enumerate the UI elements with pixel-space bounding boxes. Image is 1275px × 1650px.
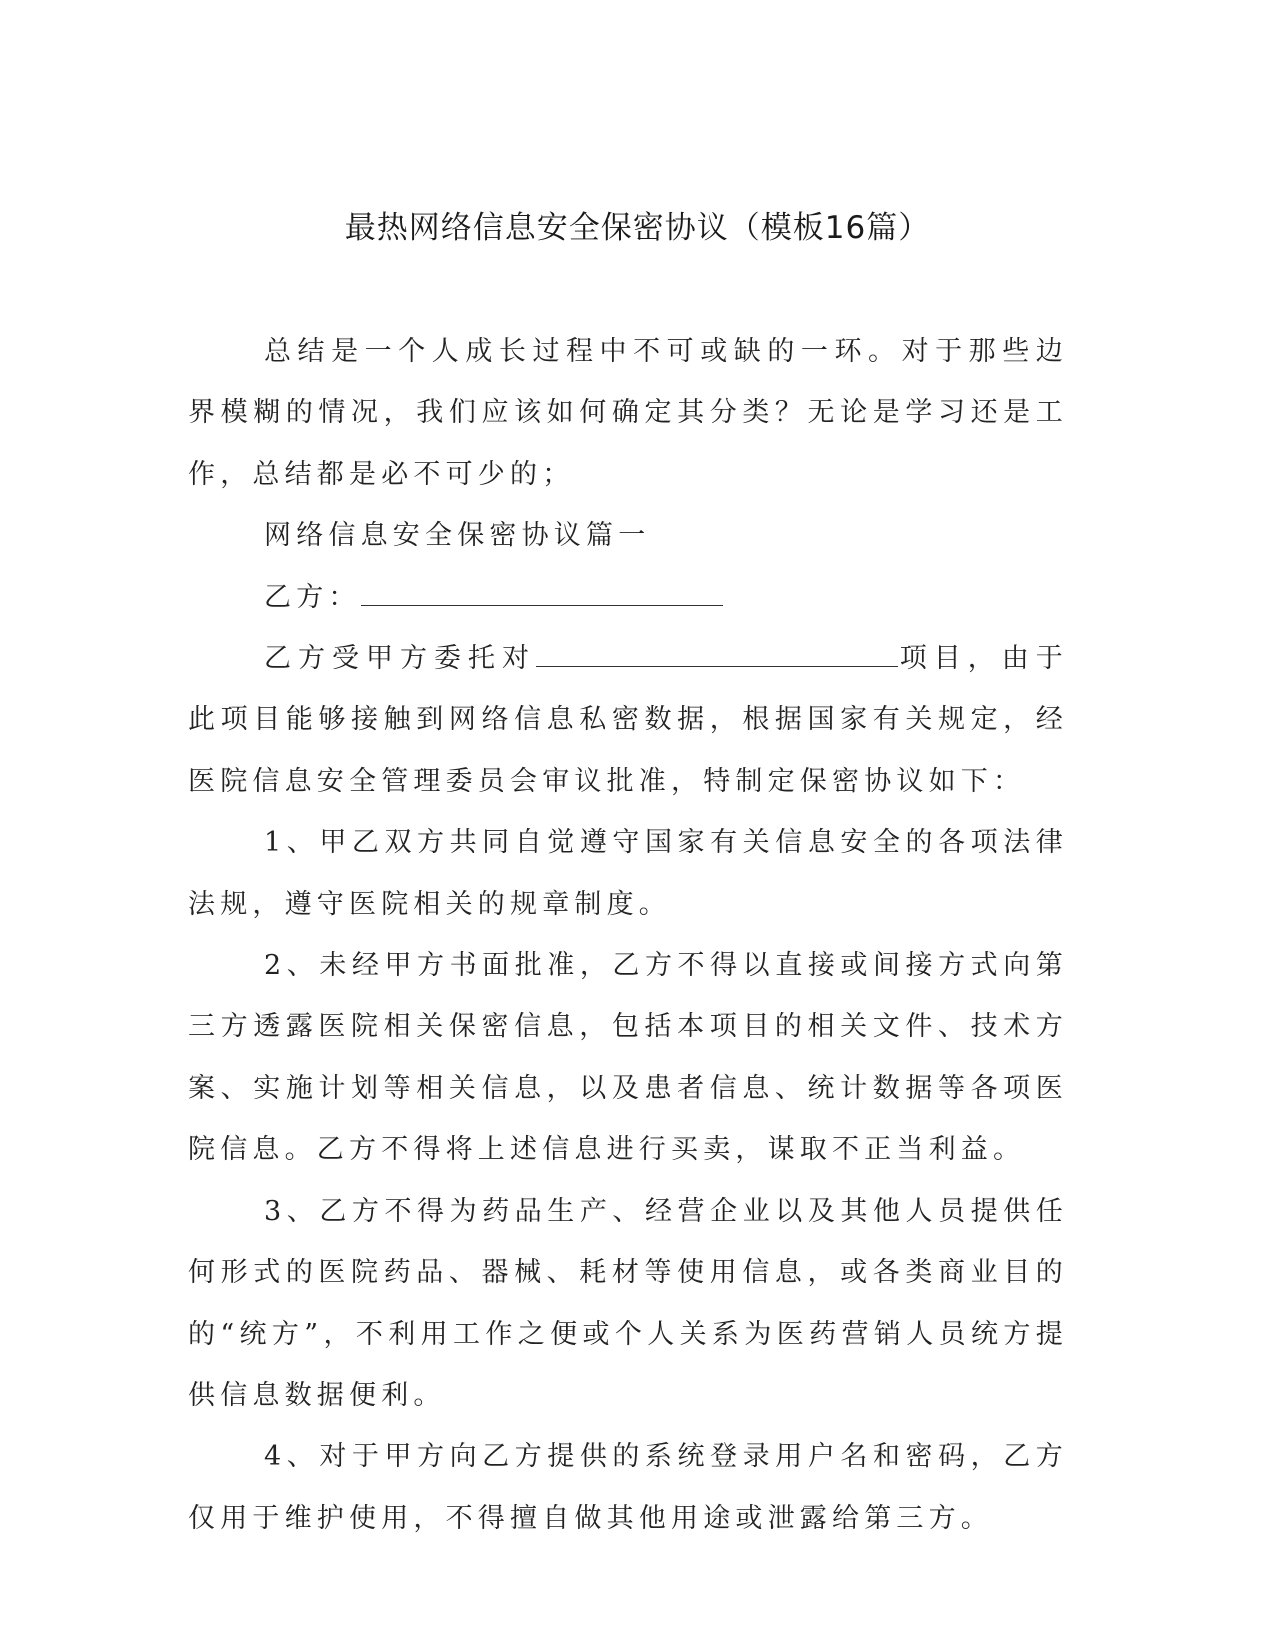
clause-4: 4、对于甲方向乙方提供的系统登录用户名和密码，乙方仅用于维护使用，不得擅自做其他用途或泄露给第三方。 (188, 1441, 1068, 1534)
party-b-line (188, 567, 1068, 628)
project-blank-line (536, 638, 898, 667)
intro-paragraph: 总结是一个人成长过程中不可或缺的一环。对于那些边界模糊的情况，我们应该如何确定其分类？无论是学习还是工作，总结都是必不可少的； (188, 336, 1068, 490)
party-b-blank-line (361, 577, 723, 606)
party-b-label: 乙方： (264, 581, 361, 613)
clause-1: 1、甲乙双方共同自觉遵守国家有关信息安全的各项法律法规，遵守医院相关的规章制度。 (188, 827, 1068, 920)
entrust-suffix: 项目，由于此项目能够接触到网络信息私密数据，根据国家有关规定，经医院信息安全管理委员会审议批准，特制定保密协议如下： (188, 643, 1068, 797)
document-title: 最热网络信息安全保密协议（模板16篇） (344, 210, 931, 246)
clause-3: 3、乙方不得为药品生产、经营企业以及其他人员提供任何形式的医院药品、器械、耗材等使用信息，或各类商业目的的“统方”，不利用工作之便或个人关系为医药营销人员统方提供信息数据便利。 (188, 1195, 1068, 1411)
clause-2: 2、未经甲方书面批准，乙方不得以直接或间接方式向第三方透露医院相关保密信息，包括本项目的相关文件、技术方案、实施计划等相关信息，以及患者信息、统计数据等各项医院信息。乙方不得将上述信息进行买卖，谋取不正当利益。 (188, 950, 1068, 1166)
section-heading: 网络信息安全保密协议篇一 (264, 520, 651, 552)
document-body (188, 321, 1068, 1549)
entrust-prefix: 乙方受甲方委托对 (264, 643, 536, 675)
entrust-paragraph (188, 628, 1068, 812)
